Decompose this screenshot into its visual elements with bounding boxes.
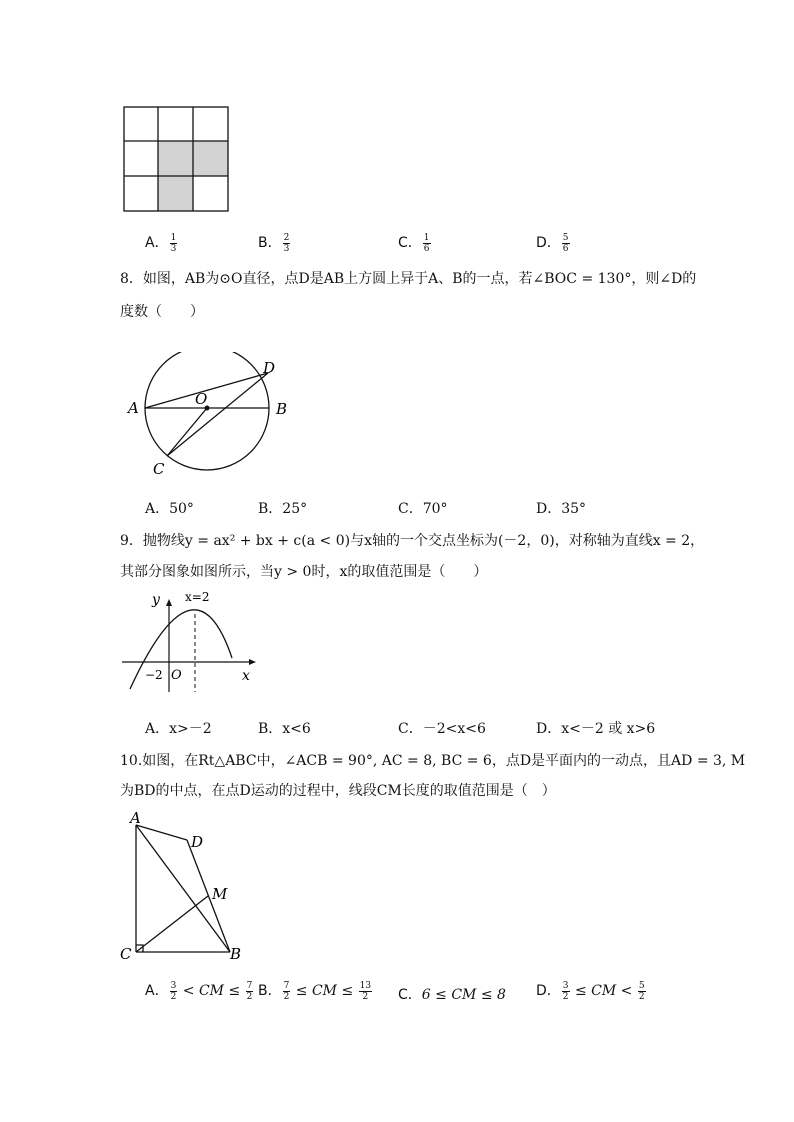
q7-option-b: B． $\frac{2}{3}$ [258,232,290,254]
label-d: D [191,833,204,851]
q8-option-b: B．25° [258,501,308,517]
shaded-cell [158,176,193,211]
q8-option-c: C．70° [398,501,448,517]
q10-option-b: B． $\frac{7}{2}$ ≤ CM ≤ $\frac{13}{2}$ [258,980,372,1002]
label-c: C [120,945,132,963]
q9-option-a: A．x>－2 [145,721,212,737]
q8-option-d: D．35° [536,501,587,517]
q8-stem-line1: 8．如图，AB为⊙O直径，点D是AB上方圆上异于A、B的一点，若∠BOC = 130°，则∠D的 [120,271,697,287]
label-neg2: −2 [145,668,163,682]
label-o: O [195,390,208,408]
q7-option-c: C． $\frac{1}{6}$ [398,232,430,254]
label-m: M [212,885,228,903]
q9-stem-line2: 其部分图象如图所示，当y > 0时，x的取值范围是（ ） [120,564,488,580]
shaded-cell [193,141,228,176]
q10-stem-line2: 为BD的中点，在点D运动的过程中，线段CM长度的取值范围是（ ） [120,783,556,799]
q10-option-a: A． $\frac{3}{2}$ < CM ≤ $\frac{7}{2}$ [145,980,253,1002]
label-o: O [171,668,182,683]
shaded-cell [158,141,193,176]
circle-figure [122,352,302,482]
parabola-figure [118,588,266,696]
q8-option-a: A．50° [145,501,194,517]
label-axis: x=2 [185,590,210,604]
q9-stem-line1: 9．抛物线y = ax² + bx + c(a < 0)与x轴的一个交点坐标为(－2，0)，对称轴为直线x = 2， [120,533,705,549]
label-c: C [153,460,165,478]
q9-option-d: D．x<－2 或 x>6 [536,721,656,737]
q9-option-b: B．x<6 [258,721,311,737]
label-d: D [263,359,276,377]
q7-option-d: D． $\frac{5}{6}$ [536,232,569,254]
q10-stem-line1: 10.如图，在Rt△ABC中，∠ACB = 90°, AC = 8, BC = 6，点D是平面内的一动点，且AD = 3, M [120,753,746,769]
label-a: A [128,399,139,417]
triangle-figure [116,808,256,964]
q9-option-c: C．－2<x<6 [398,721,486,737]
q10-option-c: C．6 ≤ CM ≤ 8 [398,987,506,1003]
label-b: B [276,400,288,418]
q8-stem-line2: 度数（ ） [120,304,204,320]
label-a: A [130,809,141,827]
label-y: y [152,592,160,608]
label-x: x [242,668,250,684]
label-b: B [230,945,242,963]
q10-option-d: D． $\frac{3}{2}$ ≤ CM < $\frac{5}{2}$ [536,980,645,1002]
q7-option-a: A． $\frac{1}{3}$ [145,232,177,254]
grid-figure [122,106,230,214]
